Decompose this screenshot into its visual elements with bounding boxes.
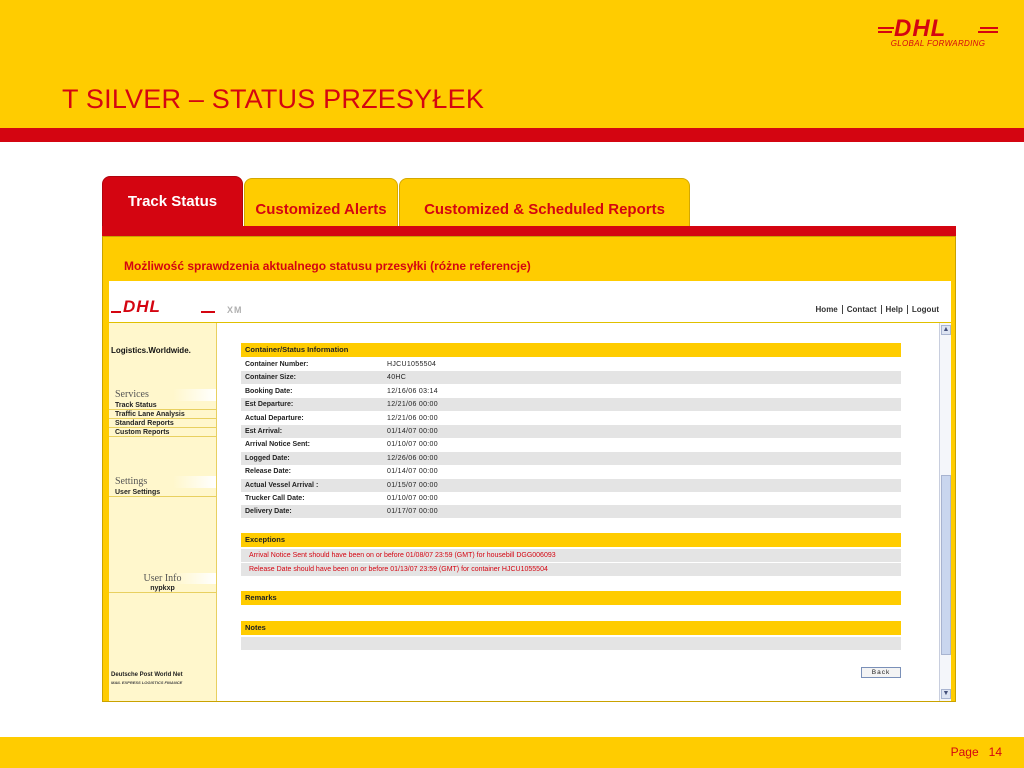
sidebar-item-track-status[interactable]: Track Status [109, 401, 216, 410]
table-row [241, 452, 901, 465]
page-label: Page [950, 745, 979, 759]
sidebar-brand: Logistics.Worldwide. [111, 346, 191, 355]
app-product-name: XM [227, 305, 243, 315]
field-value: 12/21/06 00:00 [387, 414, 438, 422]
field-value: 12/26/06 00:00 [387, 454, 438, 462]
notes-content[interactable] [241, 637, 901, 650]
scrollbar-thumb[interactable] [941, 475, 951, 655]
sidebar-item-standard-reports[interactable]: Standard Reports [109, 419, 216, 428]
field-value: 01/15/07 00:00 [387, 481, 438, 489]
sidebar-item-traffic-lane-analysis[interactable]: Traffic Lane Analysis [109, 410, 216, 419]
exceptions-heading: Exceptions [241, 533, 901, 547]
deutsche-post-logo-text: Deutsche Post World Net [111, 672, 183, 678]
dhl-global-forwarding-logo [874, 14, 1002, 50]
back-button[interactable]: Back [861, 667, 901, 678]
scroll-down-icon[interactable]: ▼ [942, 690, 950, 697]
exception-item: Arrival Notice Sent should have been on or before 01/08/07 23:59 (GMT) for housebill DGG006093 [241, 549, 901, 562]
field-value: 01/10/07 00:00 [387, 495, 438, 502]
sidebar-user-info-heading: User Info [109, 573, 216, 584]
app-screenshot [109, 281, 951, 701]
table-row [241, 505, 901, 518]
sidebar-services-heading: Services [109, 389, 216, 401]
field-label: Est Departure: [245, 401, 294, 409]
table-row [241, 465, 901, 478]
tab-customized-scheduled-reports[interactable]: Customized & Scheduled Reports [399, 178, 690, 226]
field-label: Container Size: [245, 374, 296, 382]
nav-logout-link[interactable]: Logout [907, 305, 943, 314]
field-value: 12/21/06 00:00 [387, 401, 438, 409]
sidebar-settings-heading: Settings [109, 476, 216, 488]
field-value: 01/10/07 00:00 [387, 441, 438, 449]
sidebar-username: nypkxp [109, 585, 216, 593]
table-row [241, 438, 901, 451]
app-sidebar [109, 323, 217, 701]
notes-heading: Notes [241, 621, 901, 635]
field-label: Actual Departure: [245, 414, 304, 422]
table-row [241, 479, 901, 492]
nav-contact-link[interactable]: Contact [842, 305, 881, 314]
field-value: 40HC [387, 374, 407, 382]
field-label: Release Date: [245, 468, 291, 476]
feature-description: Możliwość sprawdzenia aktualnego statusu przesyłki (różne referencje) [124, 259, 531, 273]
exception-item: Release Date should have been on or before 01/13/07 23:59 (GMT) for container HJCU1055504 [241, 563, 901, 576]
field-value: 01/14/07 00:00 [387, 428, 438, 435]
nav-home-link[interactable]: Home [815, 305, 838, 314]
field-label: Actual Vessel Arrival : [245, 481, 319, 489]
remarks-heading: Remarks [241, 591, 901, 605]
container-info-heading: Container/Status Information [241, 343, 901, 357]
table-row [241, 412, 901, 425]
dhl-logo-mark: DHL [894, 15, 947, 42]
dhl-logo-subtitle: GLOBAL FORWARDING [890, 39, 986, 48]
tab-track-status[interactable]: Track Status [102, 176, 243, 226]
field-label: Est Arrival: [245, 428, 283, 435]
field-value: 01/17/07 00:00 [387, 508, 438, 516]
sidebar-item-custom-reports[interactable]: Custom Reports [109, 428, 216, 437]
field-label: Delivery Date: [245, 508, 292, 516]
deutsche-post-tagline: MAIL EXPRESS LOGISTICS FINANCE [111, 680, 183, 685]
field-label: Container Number: [245, 361, 309, 368]
table-row [241, 385, 901, 398]
table-row [241, 371, 901, 384]
page-indicator [941, 745, 1002, 759]
app-dhl-logo [111, 297, 215, 317]
field-label: Trucker Call Date: [245, 495, 305, 502]
slide-header [0, 0, 1024, 128]
page-number: 14 [988, 745, 1002, 759]
slide-title: T SILVER – STATUS PRZESYŁEK [62, 84, 485, 114]
deutsche-post-footer [111, 672, 183, 685]
tab-customized-alerts[interactable]: Customized Alerts [244, 178, 398, 226]
field-label: Arrival Notice Sent: [245, 441, 310, 449]
field-value: HJCU1055504 [387, 361, 437, 368]
table-row [241, 398, 901, 411]
tab-bar-underline [102, 226, 956, 236]
vertical-scrollbar[interactable] [939, 323, 951, 701]
table-row [241, 358, 901, 371]
table-row [241, 492, 901, 505]
app-top-nav [812, 305, 943, 314]
app-main-content [217, 323, 939, 701]
field-value: 12/16/06 03:14 [387, 387, 438, 395]
app-header [109, 281, 951, 323]
nav-help-link[interactable]: Help [881, 305, 907, 314]
scroll-up-icon[interactable]: ▲ [942, 326, 950, 333]
table-row [241, 425, 901, 438]
slide-footer [0, 737, 1024, 768]
sidebar-item-user-settings[interactable]: User Settings [109, 488, 216, 497]
field-value: 01/14/07 00:00 [387, 468, 438, 476]
app-dhl-mark: DHL [123, 297, 161, 316]
content-frame [102, 236, 956, 702]
header-red-stripe [0, 128, 1024, 142]
field-label: Booking Date: [245, 387, 293, 395]
field-label: Logged Date: [245, 454, 290, 462]
